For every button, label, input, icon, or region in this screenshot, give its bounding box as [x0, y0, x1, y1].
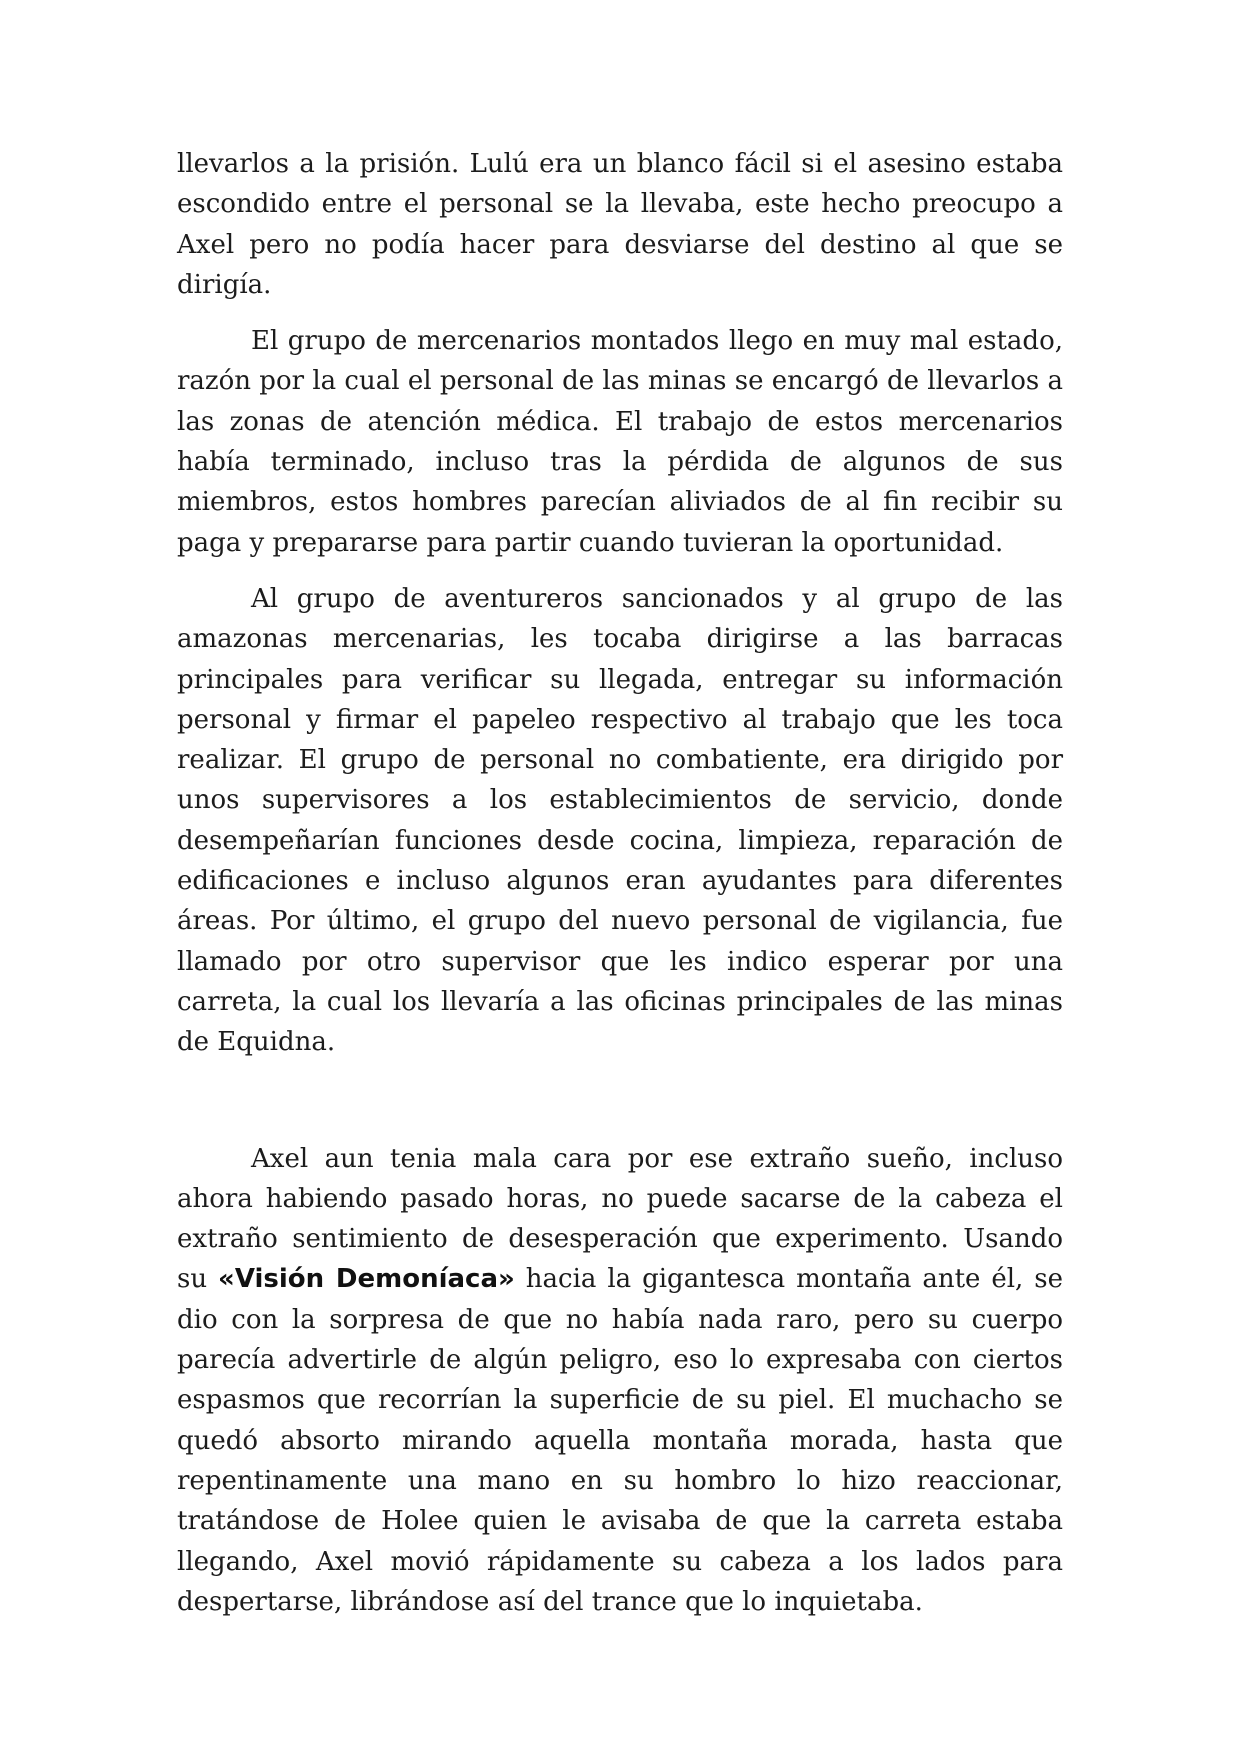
paragraph-1: llevarlos a la prisión. Lulú era un blanco fácil si el asesino estaba escondido entre el personal se la llevaba, este hecho preocupo a Axel pero no podía hacer para desviarse del destino al que se dirigía.	[177, 149, 1063, 300]
skill-name-emphasis: «Visión Demoníaca»	[218, 1264, 515, 1295]
document-page	[177, 144, 1063, 1622]
paragraph-3: Al grupo de aventureros sancionados y al grupo de las amazonas mercenarias, les tocaba dirigirse a las barracas principales para verificar su llegada, entregar su información personal y firmar el papeleo respectivo al trabajo que les toca realizar. El grupo de personal no combatiente, era dirigido por unos supervisores a los establecimientos de servicio, donde desempeñarían funciones desde cocina, limpieza, reparación de edificaciones e incluso algunos eran ayudantes para diferentes áreas. Por último, el grupo del nuevo personal de vigilancia, fue llamado por otro supervisor que les indico esperar por una carreta, la cual los llevaría a las oficinas principales de las minas de Equidna.	[177, 583, 1063, 1058]
paragraph-4-text-start: Axel aun tenia mala cara por ese extraño sueño, incluso ahora habiendo pasado horas, no puede sacarse de la cabeza el extraño sentimiento de desesperación que experimento. Usando su	[177, 1143, 1063, 1295]
paragraph-4-text-end: hacia la gigantesca montaña ante él, se dio con la sorpresa de que no había nada raro, pero su cuerpo parecía advertirle de algún peligro, eso lo expresaba con ciertos espasmos que recorrían la superficie de su piel. El muchacho se quedó absorto mirando aquella montaña morada, hasta que repentinamente una mano en su hombro lo hizo reaccionar, tratándose de Holee quien le avisaba de que la carreta estaba llegando, Axel movió rápidamente su cabeza a los lados para despertarse, librándose así del trance que lo inquietaba.	[177, 1264, 1063, 1617]
paragraph-2: El grupo de mercenarios montados llego en muy mal estado, razón por la cual el personal de las minas se encargó de llevarlos a las zonas de atención médica. El trabajo de estos mercenarios había terminado, incluso tras la pérdida de algunos de sus miembros, estos hombres parecían aliviados de al fin recibir su paga y prepararse para partir cuando tuvieran la oportunidad.	[177, 326, 1063, 558]
paragraph-4	[177, 1139, 1063, 1623]
